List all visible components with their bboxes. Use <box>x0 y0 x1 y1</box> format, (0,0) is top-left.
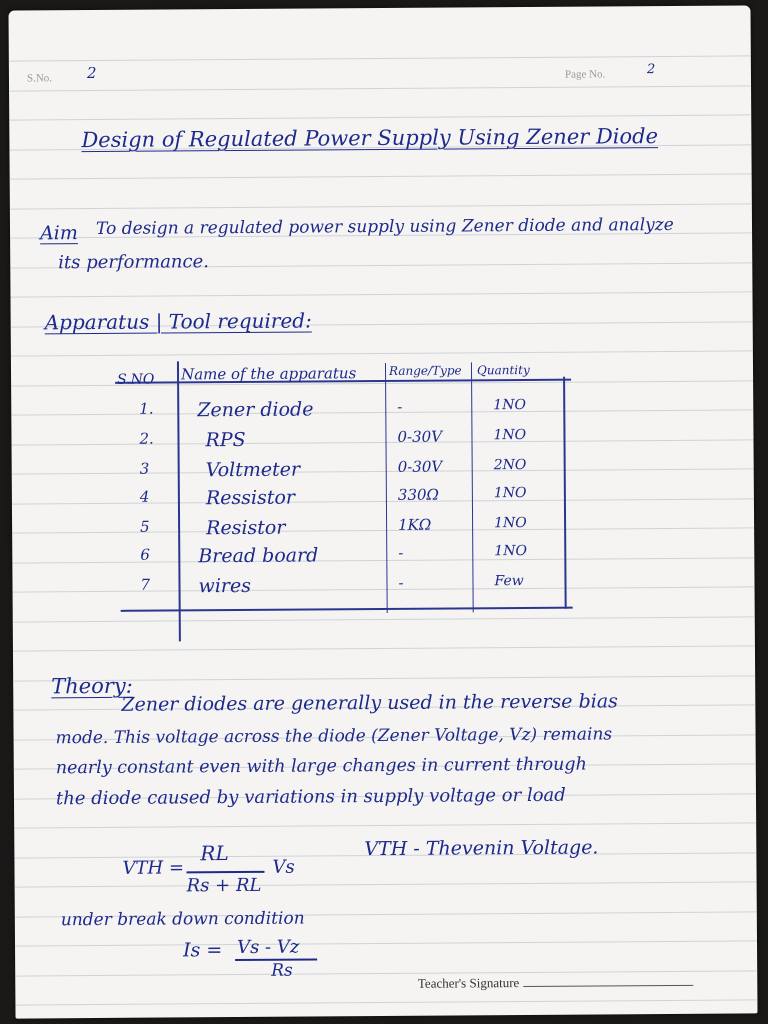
table-col-divider-3 <box>471 362 474 612</box>
cell-range: 330Ω <box>397 485 440 504</box>
cell-sno: 7 <box>140 575 151 594</box>
cell-qty: 2NO <box>493 456 527 474</box>
cell-range: 0-30V <box>397 457 443 476</box>
cell-range: - <box>397 397 403 416</box>
page-no-value: 2 <box>646 62 656 78</box>
apparatus-table <box>8 5 757 1018</box>
cell-range: 1KΩ <box>398 515 432 534</box>
notebook-page <box>8 5 757 1018</box>
cell-sno: 4 <box>139 487 150 506</box>
teacher-signature-label: Teacher's Signature <box>417 975 520 991</box>
theory-line-1: Zener diodes are generally used in the reverse bias <box>121 690 618 716</box>
cell-qty: 1NO <box>493 397 526 414</box>
cell-qty: 1NO <box>493 484 527 502</box>
aim-line-1: To design a regulated power supply using Zener diode and analyze <box>95 214 674 239</box>
cell-qty: Few <box>494 573 524 590</box>
table-col-divider-2 <box>385 363 388 613</box>
cell-qty: 1NO <box>494 514 527 532</box>
cell-name: wires <box>198 574 252 598</box>
cell-sno: 1. <box>139 399 154 418</box>
cell-sno: 3 <box>139 459 150 478</box>
page-title: Design of Regulated Power Supply Using Zener Diode <box>81 124 659 153</box>
formula1-denominator: Rs + RL <box>186 874 262 897</box>
cell-name: Zener diode <box>197 398 314 422</box>
formula2-denominator: Rs <box>271 960 293 981</box>
table-bottom-rule <box>121 607 573 612</box>
formula2-lhs: Is = <box>182 939 223 962</box>
cell-name: Resistor <box>206 516 286 540</box>
theory-heading: Theory: <box>51 673 133 699</box>
breakdown-condition: under break down condition <box>60 908 305 931</box>
formula1-numerator: RL <box>200 841 229 866</box>
cell-qty: 1NO <box>494 542 527 560</box>
cell-sno: 6 <box>140 545 150 564</box>
cell-range: 0-30V <box>397 427 443 446</box>
formula1-note: VTH - Thevenin Voltage. <box>364 836 599 861</box>
cell-name: Ressistor <box>205 486 296 510</box>
teacher-signature-area <box>418 974 694 992</box>
formula2-numerator: Vs - Vz <box>236 936 300 959</box>
cell-name: RPS <box>205 428 246 452</box>
formula1-lhs: VTH = <box>122 857 185 879</box>
cell-sno: 5 <box>140 517 150 536</box>
cell-qty: 1NO <box>493 426 527 444</box>
teacher-signature-line <box>523 985 693 987</box>
table-header-name: Name of the apparatus <box>180 364 357 384</box>
cell-name: Bread board <box>198 544 319 568</box>
page-no-label: Page No. <box>564 68 606 81</box>
aim-line-2: its performance. <box>58 251 210 274</box>
page-number-handwritten: 2 <box>86 63 97 83</box>
table-header-sno: S.NO <box>117 371 155 388</box>
theory-line-2: mode. This voltage across the diode (Zener Voltage, Vz) remains <box>55 724 613 749</box>
table-col-divider-1 <box>177 361 181 641</box>
theory-line-4: the diode caused by variations in supply voltage or load <box>55 784 566 810</box>
serial-label: S.No. <box>26 72 53 85</box>
cell-range: - <box>398 573 404 592</box>
table-header-qty: Quantity <box>476 362 530 378</box>
formula1-multiplier: Vs <box>272 856 295 878</box>
apparatus-heading: Apparatus | Tool required: <box>44 308 312 335</box>
table-right-border <box>563 377 567 609</box>
aim-label: Aim <box>39 222 78 245</box>
theory-line-3: nearly constant even with large changes in current through <box>55 754 587 779</box>
cell-range: - <box>398 543 404 562</box>
cell-sno: 2. <box>139 429 154 448</box>
table-header-range: Range/Type <box>388 363 462 378</box>
cell-name: Voltmeter <box>205 458 301 482</box>
